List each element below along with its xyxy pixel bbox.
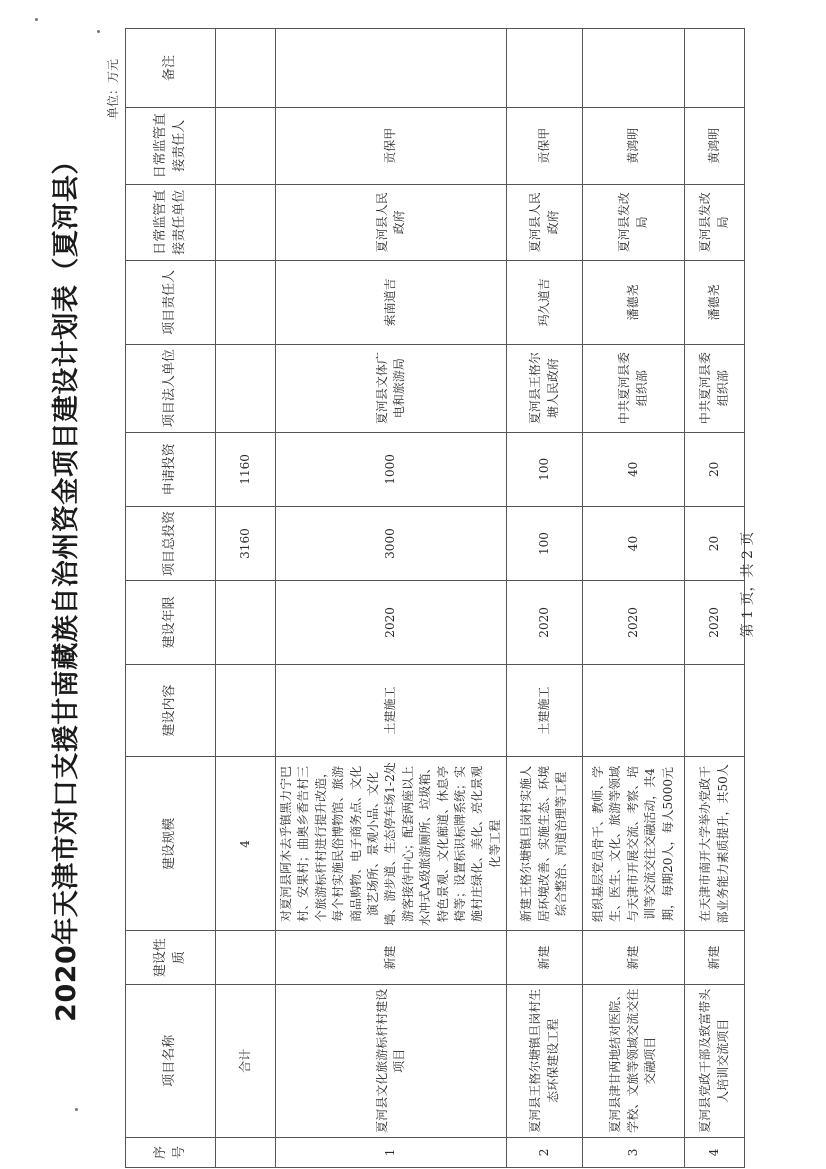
col-header-total: 项目总投资 [126,506,216,580]
row-nature: 新建 [685,931,745,984]
header-row [126,29,216,1168]
row-year: 2020 [685,581,745,665]
cell [216,664,276,757]
row-sup-person: 贡保甲 [276,107,507,184]
row-scale: 组织基层党员骨干、教师、学生、医生、文化、旅游等领域与天津市开展交流、考察、培训等交流交往交融活动，共4期，每期20人，每人5000元 [583,757,685,931]
total-apply: 1160 [216,432,276,506]
row-sup-unit: 夏河县人民政府 [507,184,583,261]
col-header-year: 建设年限 [126,581,216,665]
row-note [685,29,745,108]
row-seq: 3 [583,1137,685,1167]
row-seq: 1 [276,1137,507,1167]
row-content [685,664,745,757]
row-sup-person: 贡保甲 [507,107,583,184]
col-header-name: 项目名称 [126,984,216,1137]
row-scale: 在天津市南开大学举办党政干部业务能力素质提升，共50人 [685,757,745,931]
row-name: 夏河县王格尔塘镇旦岗村生态环保建设工程 [507,984,583,1137]
col-header-owner: 项目责任人 [126,261,216,345]
row-owner: 潘德尧 [583,261,685,345]
row-year: 2020 [276,581,507,665]
row-sup-unit: 夏河县发改局 [583,184,685,261]
col-header-note: 备注 [126,29,216,108]
row-scale: 对夏河县阿木去乎镇黑力宁巴村、安果村；曲奥乡香告村三个旅游标杆村进行提升改造，每个村实施民俗博物馆、旅游商品购物、电子商务点、文化演艺场所、景观小品、文化墙、游步道、生态停车场1-2处游客接待中心；配套两座以上水冲式A级旅游厕所、垃圾箱、特色景观、文化廊道、休息亭椅等；设置标识标牌系统；实施村庄绿化、美化、亮化景观化等工程 [276,757,507,931]
row-sup-person: 黄鸿明 [583,107,685,184]
col-header-sup-unit: 日常监管直接责任单位 [126,184,216,261]
cell [216,29,276,108]
row-content: 土建施工 [276,664,507,757]
row-apply: 1000 [276,432,507,506]
total-investment: 3160 [216,506,276,580]
row-apply: 20 [685,432,745,506]
col-header-scale: 建设规模 [126,757,216,931]
col-header-apply: 申请投资 [126,432,216,506]
cell [216,931,276,984]
cell [216,184,276,261]
cell [216,1137,276,1167]
row-legal-unit: 夏河县王格尔塘人民政府 [507,344,583,432]
row-nature: 新建 [507,931,583,984]
row-seq: 4 [685,1137,745,1167]
row-sup-unit: 夏河县人民政府 [276,184,507,261]
row-owner: 索南道吉 [276,261,507,345]
row-year: 2020 [583,581,685,665]
row-note [583,29,685,108]
col-header-sup-person: 日常监管直接责任人 [126,107,216,184]
row-legal-unit: 中共夏河县委组织部 [685,344,745,432]
row-content [583,664,685,757]
row-content: 土建施工 [507,664,583,757]
row-total: 20 [685,506,745,580]
table-row [685,29,745,1168]
cell [216,107,276,184]
total-scale: 4 [216,757,276,931]
row-seq: 2 [507,1137,583,1167]
page-footer: 第 1 页，共 2 页 [740,531,756,638]
page-title: 2020年天津市对口支援甘南藏族自治州资金项目建设计划表（夏河县） [51,147,82,1022]
row-nature: 新建 [583,931,685,984]
row-apply: 40 [583,432,685,506]
cell [216,261,276,345]
row-owner: 玛久道吉 [507,261,583,345]
row-nature: 新建 [276,931,507,984]
col-header-content: 建设内容 [126,664,216,757]
total-row [216,29,276,1168]
col-header-nature: 建设性质 [126,931,216,984]
col-header-seq: 序号 [126,1137,216,1167]
table-row [507,29,583,1168]
row-name: 夏河县津甘两地结对医院、学校、文旅等领域交流交往交融项目 [583,984,685,1137]
project-plan-table [125,28,745,1168]
row-note [276,29,507,108]
row-legal-unit: 中共夏河县委组织部 [583,344,685,432]
row-total: 3000 [276,506,507,580]
table-row [276,29,507,1168]
row-apply: 100 [507,432,583,506]
row-note [507,29,583,108]
table-row [583,29,685,1168]
row-total: 40 [583,506,685,580]
col-header-legal-unit: 项目法人单位 [126,344,216,432]
row-year: 2020 [507,581,583,665]
row-scale: 新建王格尔塘镇旦岗村实施人居环境改善、实施生态、环境综合整治、河道治理等工程 [507,757,583,931]
row-legal-unit: 夏河县文体广电和旅游局 [276,344,507,432]
total-label: 合计 [216,984,276,1137]
cell [216,581,276,665]
unit-label: 单位：万元 [106,58,120,119]
row-total: 100 [507,506,583,580]
cell [216,344,276,432]
row-name: 夏河县党政干部及致富带头人培训交流项目 [685,984,745,1137]
row-name: 夏河县文化旅游标杆村建设项目 [276,984,507,1137]
row-sup-person: 黄鸿明 [685,107,745,184]
row-owner: 潘德尧 [685,261,745,345]
row-sup-unit: 夏河县发改局 [685,184,745,261]
